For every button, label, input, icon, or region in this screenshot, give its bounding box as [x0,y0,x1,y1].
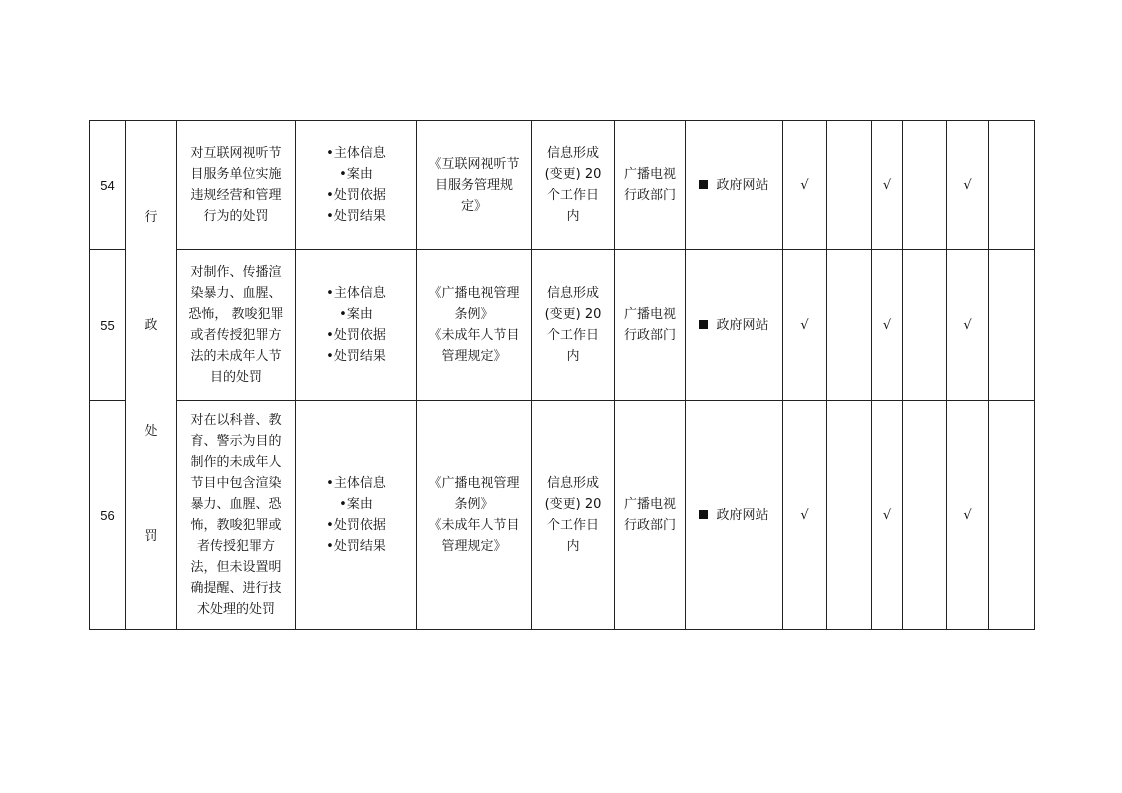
item-line: 育、警示为目的 [190,434,282,449]
content-line: •主体信息 [326,286,386,301]
row-number: 55 [90,250,126,401]
item-line: 染暴力、血腥、 [190,286,282,301]
content-line: •处罚依据 [326,518,386,533]
check-cell: √ [872,250,903,401]
basis-line: 《广播电视管理 [428,286,520,301]
check-cell [903,121,947,250]
item-line: 术处理的处罚 [196,602,275,617]
basis-line: 条例》 [454,307,494,322]
check-cell: √ [947,121,989,250]
check-cell [989,250,1035,401]
time-line: 个工作日 [546,518,599,533]
content-line: •处罚结果 [326,539,386,554]
basis-line: 管理规定》 [441,539,507,554]
channel-cell [686,250,783,401]
item-line: 确提醒、进行技 [190,581,282,596]
basis-line: 《未成年人节目 [428,518,520,533]
content-line: •主体信息 [326,146,386,161]
department-line: 广播电视 [623,167,676,182]
channel-cell [686,401,783,630]
time-line: 信息形成 [546,286,599,301]
department-line: 行政部门 [623,518,676,533]
department-line: 广播电视 [623,497,676,512]
check-cell [903,401,947,630]
content-line: •主体信息 [326,476,386,491]
time-line: 信息形成 [546,476,599,491]
check-cell [827,401,872,630]
black-square-icon [699,510,708,519]
time-line: 信息形成 [546,146,599,161]
basis-cell [417,121,532,250]
item-line: 者传授犯罪方 [196,539,275,554]
black-square-icon [699,180,708,189]
time-line: (变更) 20 [544,167,602,182]
row-number: 54 [90,121,126,250]
item-line: 法的未成年人节 [190,349,282,364]
department-line: 广播电视 [623,307,676,322]
item-cell [177,250,296,401]
item-cell [177,401,296,630]
check-cell: √ [947,250,989,401]
time-line: (变更) 20 [544,497,602,512]
content-line: •案由 [339,307,373,322]
item-line: 怖，教唆犯罪或 [190,518,282,533]
channel-label: 政府网站 [716,177,769,193]
item-line: 目的处罚 [209,370,262,385]
black-square-icon [699,320,708,329]
check-cell [989,401,1035,630]
category-char: 行 [144,210,158,225]
item-line: 制作的未成年人 [190,455,282,470]
check-cell: √ [783,401,827,630]
check-cell [827,250,872,401]
basis-cell [417,401,532,630]
item-line: 法，但未设置明 [190,560,282,575]
item-line: 对在以科普、教 [190,413,282,428]
department-line: 行政部门 [623,328,676,343]
item-cell [177,121,296,250]
item-line: 行为的处罚 [203,209,269,224]
check-cell: √ [783,121,827,250]
time-limit-cell [532,250,615,401]
content-line: •处罚结果 [326,349,386,364]
content-line: •处罚依据 [326,328,386,343]
category-char: 处 [144,424,158,439]
check-cell: √ [947,401,989,630]
basis-line: 《广播电视管理 [428,476,520,491]
item-line: 暴力、血腥、恐 [190,497,282,512]
department-cell [615,401,686,630]
row-number: 56 [90,401,126,630]
table-row [90,250,1035,401]
item-line: 或者传授犯罪方 [190,328,282,343]
basis-line: 《互联网视听节 [428,156,520,172]
category-char: 罚 [144,529,158,544]
basis-cell [417,250,532,401]
category-cell [126,121,177,630]
table-row [90,121,1035,250]
department-line: 行政部门 [623,188,676,203]
basis-line: 定》 [460,198,487,214]
content-line: •案由 [339,497,373,512]
time-line: (变更) 20 [544,307,602,322]
category-char: 政 [144,318,158,333]
check-cell: √ [872,121,903,250]
basis-line: 条例》 [454,497,494,512]
time-line: 个工作日 [546,188,599,203]
content-line: •处罚结果 [326,209,386,224]
time-line: 内 [566,539,580,554]
basis-line: 目服务管理规 [434,177,513,193]
content-cell [296,250,417,401]
item-line: 恐怖， 教唆犯罪 [188,307,284,322]
check-cell [827,121,872,250]
table-row [90,401,1035,630]
basis-line: 《未成年人节目 [428,328,520,343]
item-line: 违规经营和管理 [190,188,282,203]
department-cell [615,250,686,401]
basis-line: 管理规定》 [441,349,507,364]
content-line: •处罚依据 [326,188,386,203]
time-line: 内 [566,209,580,224]
department-cell [615,121,686,250]
content-line: •案由 [339,167,373,182]
check-cell: √ [783,250,827,401]
content-cell [296,401,417,630]
check-cell [989,121,1035,250]
disclosure-table [89,120,1035,630]
content-cell [296,121,417,250]
channel-label: 政府网站 [716,507,769,523]
time-line: 内 [566,349,580,364]
time-line: 个工作日 [546,328,599,343]
item-line: 对互联网视听节 [190,146,282,161]
item-line: 节目中包含渲染 [190,476,282,491]
time-limit-cell [532,121,615,250]
channel-cell [686,121,783,250]
item-line: 对制作、传播渲 [190,265,282,280]
check-cell [903,250,947,401]
channel-label: 政府网站 [716,317,769,333]
time-limit-cell [532,401,615,630]
item-line: 目服务单位实施 [190,167,282,182]
check-cell: √ [872,401,903,630]
